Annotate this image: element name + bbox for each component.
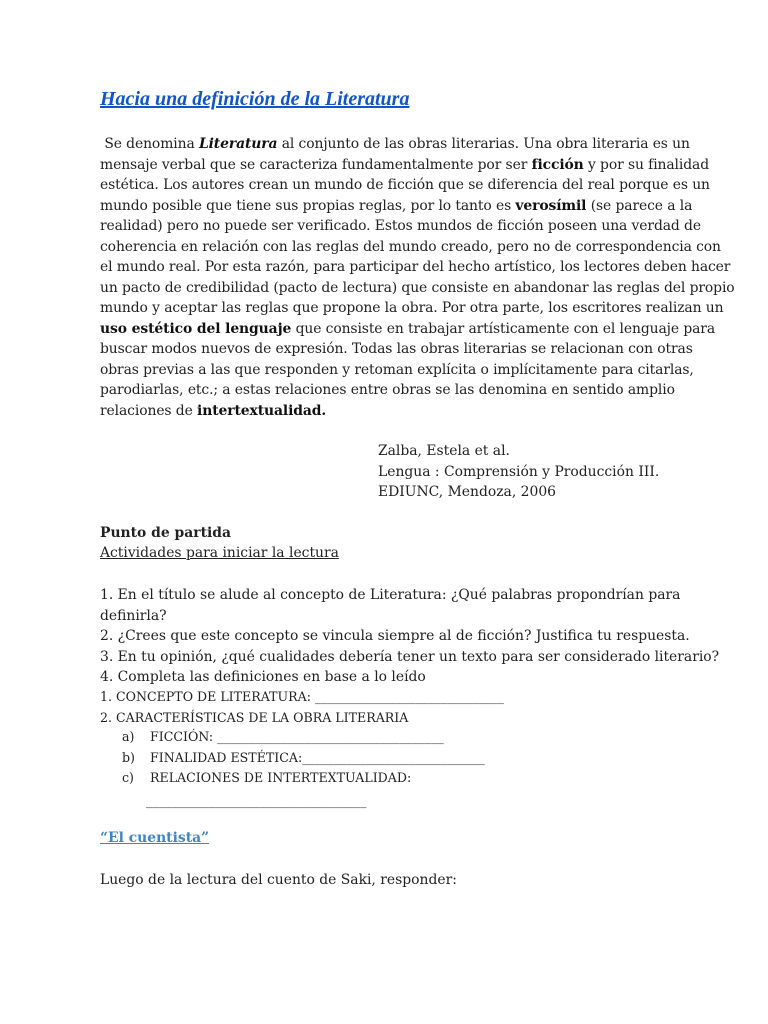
citation-publisher: EDIUNC, Mendoza, 2006 (378, 484, 557, 500)
activity-line: 1. En el título se alude al concepto de Literatura: ¿Qué palabras propondrían para (100, 587, 681, 603)
activity-line: 3. En tu opinión, ¿qué cualidades debería tener un texto para ser considerado literario? (100, 648, 720, 665)
definition-subitem-finalidad (122, 750, 485, 765)
section-heading: Punto de partida (100, 525, 231, 541)
paragraph-line: mensaje verbal que se caracteriza fundamentalmente por ser ficción y por su finalidad (100, 156, 710, 173)
subitem-label: b) (122, 750, 135, 765)
page-title: Hacia una definición de la Literatura (100, 88, 410, 110)
definition-subitem-ficcion (122, 729, 444, 744)
citation-block (378, 441, 678, 503)
subitem-text: FINALIDAD ESTÉTICA:_____________________________ (150, 750, 485, 765)
paragraph-line: obras previas a las que responden y retoman explícita o implícitamente para citarlas, (100, 361, 694, 378)
activity-line: 4. Completa las definiciones en base a lo leído (100, 669, 426, 685)
paragraph-line: un pacto de credibilidad (pacto de lectura) que consiste en abandonar las reglas del propio (100, 279, 735, 296)
intro-paragraph (100, 134, 735, 421)
definition-item-concept: 1. CONCEPTO DE LITERATURA: ______________________________ (100, 689, 504, 704)
section-subheading: Actividades para iniciar la lectura (100, 545, 339, 561)
story-link[interactable]: “El cuentista” (100, 830, 210, 846)
answer-blank-line: ___________________________________ (146, 793, 367, 808)
paragraph-line: el mundo real. Por esta razón, para participar del hecho artístico, los lectores deben hacer (100, 259, 731, 275)
activity-line: 2. ¿Crees que este concepto se vincula siempre al de ficción? Justifica tu respuesta. (100, 628, 690, 644)
paragraph-line: coherencia en relación con las reglas del mundo creado, pero no de correspondencia con (100, 238, 721, 255)
citation-author: Zalba, Estela et al. (378, 443, 510, 459)
subitem-label: c) (122, 770, 134, 785)
definition-item-characteristics: 2. CARACTERÍSTICAS DE LA OBRA LITERARIA (100, 710, 409, 725)
subitem-text: FICCIÓN: ____________________________________ (150, 729, 444, 744)
paragraph-line: mundo posible que tiene sus propias reglas, por lo tanto es verosímil (se parece a la (100, 197, 693, 214)
subitem-text: RELACIONES DE INTERTEXTUALIDAD: (150, 770, 412, 785)
paragraph-line: Se denomina Literatura al conjunto de las obras literarias. Una obra literaria es un (100, 136, 690, 152)
paragraph-line: relaciones de intertextualidad. (100, 402, 327, 419)
activities-list (100, 585, 720, 688)
paragraph-line: buscar modos nuevos de expresión. Todas las obras literarias se relacionan con otras (100, 341, 693, 357)
paragraph-line: uso estético del lenguaje que consiste en trabajar artísticamente con el lenguaje para (100, 320, 716, 337)
activity-line: definirla? (100, 607, 167, 624)
definition-subitem-intertextualidad (122, 770, 411, 785)
paragraph-line: parodiarlas, etc.; a estas relaciones entre obras se las denomina en sentido amplio (100, 382, 675, 398)
paragraph-line: estética. Los autores crean un mundo de ficción que se diferencia del real porque es un (100, 177, 710, 193)
paragraph-line: mundo y aceptar las reglas que propone la obra. Por otra parte, los escritores realizan un (100, 300, 724, 316)
paragraph-line: realidad) pero no puede ser verificado. Estos mundos de ficción poseen una verdad de (100, 218, 701, 234)
citation-work: Lengua : Comprensión y Producción III. (378, 463, 660, 480)
closing-instruction: Luego de la lectura del cuento de Saki, responder: (100, 872, 457, 888)
subitem-label: a) (122, 729, 135, 744)
